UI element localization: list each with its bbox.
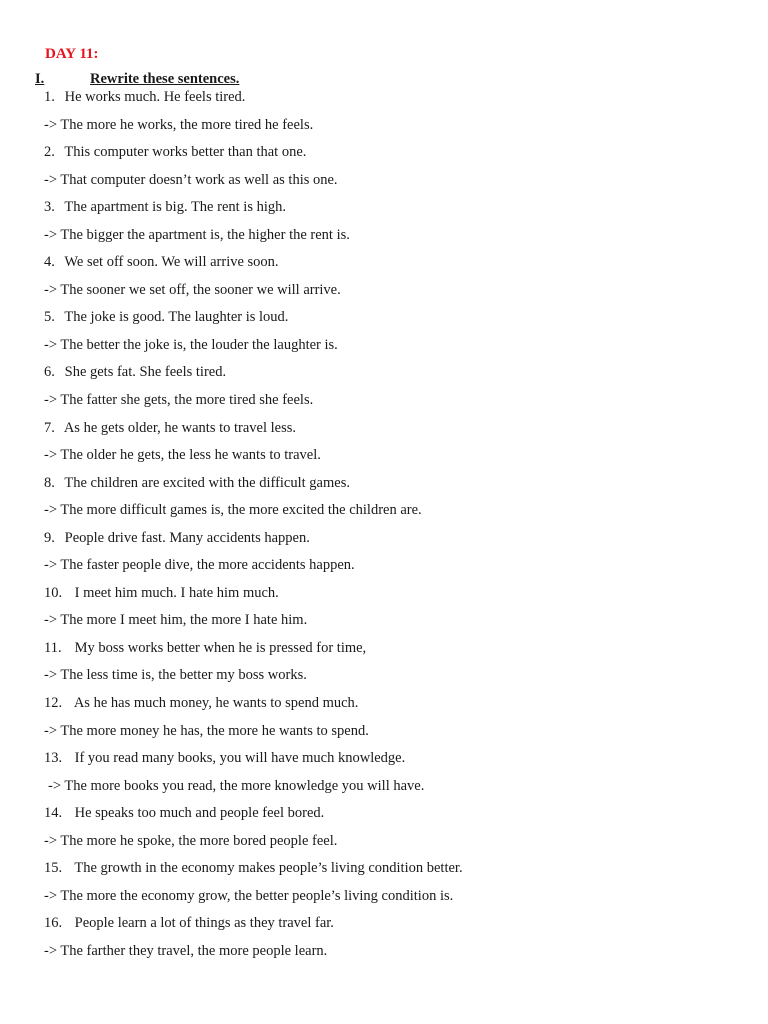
section-title: Rewrite these sentences. [90,71,240,87]
answer-line: -> The less time is, the better my boss works. [44,667,307,684]
answer-line: -> The faster people dive, the more accidents happen. [44,557,355,574]
question-line [44,361,744,389]
answer-line: -> The sooner we set off, the sooner we will arrive. [44,281,341,298]
question-number: 10. [44,584,63,601]
question-line [44,912,744,940]
question-line [44,637,744,665]
question-text: If you read many books, you will have much knowledge. [74,750,406,767]
day-title: DAY 11: [45,46,99,62]
question-text: The joke is good. The laughter is loud. [64,309,289,326]
answer-line: -> The more money he has, the more he wants to spend. [44,722,369,739]
answer-line: -> The more the economy grow, the better people’s living condition is. [44,887,454,904]
question-number: 2. [44,144,55,161]
question-text: My boss works better when he is pressed for time, [74,639,367,656]
question-text: This computer works better than that one. [64,144,307,161]
question-number: 7. [44,419,55,436]
question-line [44,582,744,610]
question-line [44,802,744,830]
question-line [44,472,744,500]
question-number: 3. [44,199,55,216]
question-number: 11. [44,639,62,656]
question-number: 5. [44,309,55,326]
exercise-list [44,86,744,968]
question-number: 15. [44,860,63,877]
question-number: 1. [44,89,55,105]
question-number: 8. [44,474,55,491]
question-number: 12. [44,695,63,712]
question-number: 16. [44,915,63,932]
question-line [44,251,744,279]
answer-line: -> The bigger the apartment is, the higher the rent is. [44,226,350,243]
question-line [44,196,744,224]
question-number: 14. [44,805,63,822]
answer-line: -> The fatter she gets, the more tired she feels. [44,392,314,409]
question-line [44,306,744,334]
answer-line: -> The farther they travel, the more people learn. [44,942,328,959]
answer-line: -> The more I meet him, the more I hate him. [44,612,308,629]
question-text: She gets fat. She feels tired. [64,364,227,381]
question-line [44,527,744,555]
answer-line: -> That computer doesn’t work as well as this one. [44,171,338,188]
question-line [44,417,744,445]
question-text: People drive fast. Many accidents happen. [64,529,310,546]
question-line [44,86,744,114]
question-text: The apartment is big. The rent is high. [64,199,286,216]
answer-line: -> The more difficult games is, the more excited the children are. [44,502,422,519]
question-text: He works much. He feels tired. [64,89,246,105]
answer-line: -> The better the joke is, the louder the laughter is. [44,336,338,353]
answer-line: -> The older he gets, the less he wants to travel. [44,447,321,464]
section-number: I. [35,71,45,87]
question-text: I meet him much. I hate him much. [74,584,279,601]
answer-line: -> The more he spoke, the more bored people feel. [44,832,338,849]
question-text: The children are excited with the difficult games. [64,474,350,491]
question-number: 9. [44,529,55,546]
question-text: People learn a lot of things as they travel far. [74,915,334,932]
question-number: 6. [44,364,55,381]
question-text: He speaks too much and people feel bored. [74,805,325,822]
answer-line: -> The more books you read, the more knowledge you will have. [48,777,425,794]
question-line [44,857,744,885]
question-number: 13. [44,750,63,767]
question-text: The growth in the economy makes people’s living condition better. [74,860,463,877]
question-text: As he has much money, he wants to spend much. [73,695,359,712]
question-line [44,692,744,720]
question-line [44,747,744,775]
answer-line: -> The more he works, the more tired he feels. [44,116,314,133]
question-text: We set off soon. We will arrive soon. [64,254,279,271]
question-number: 4. [44,254,55,271]
question-text: As he gets older, he wants to travel less. [63,419,296,436]
question-line [44,141,744,169]
